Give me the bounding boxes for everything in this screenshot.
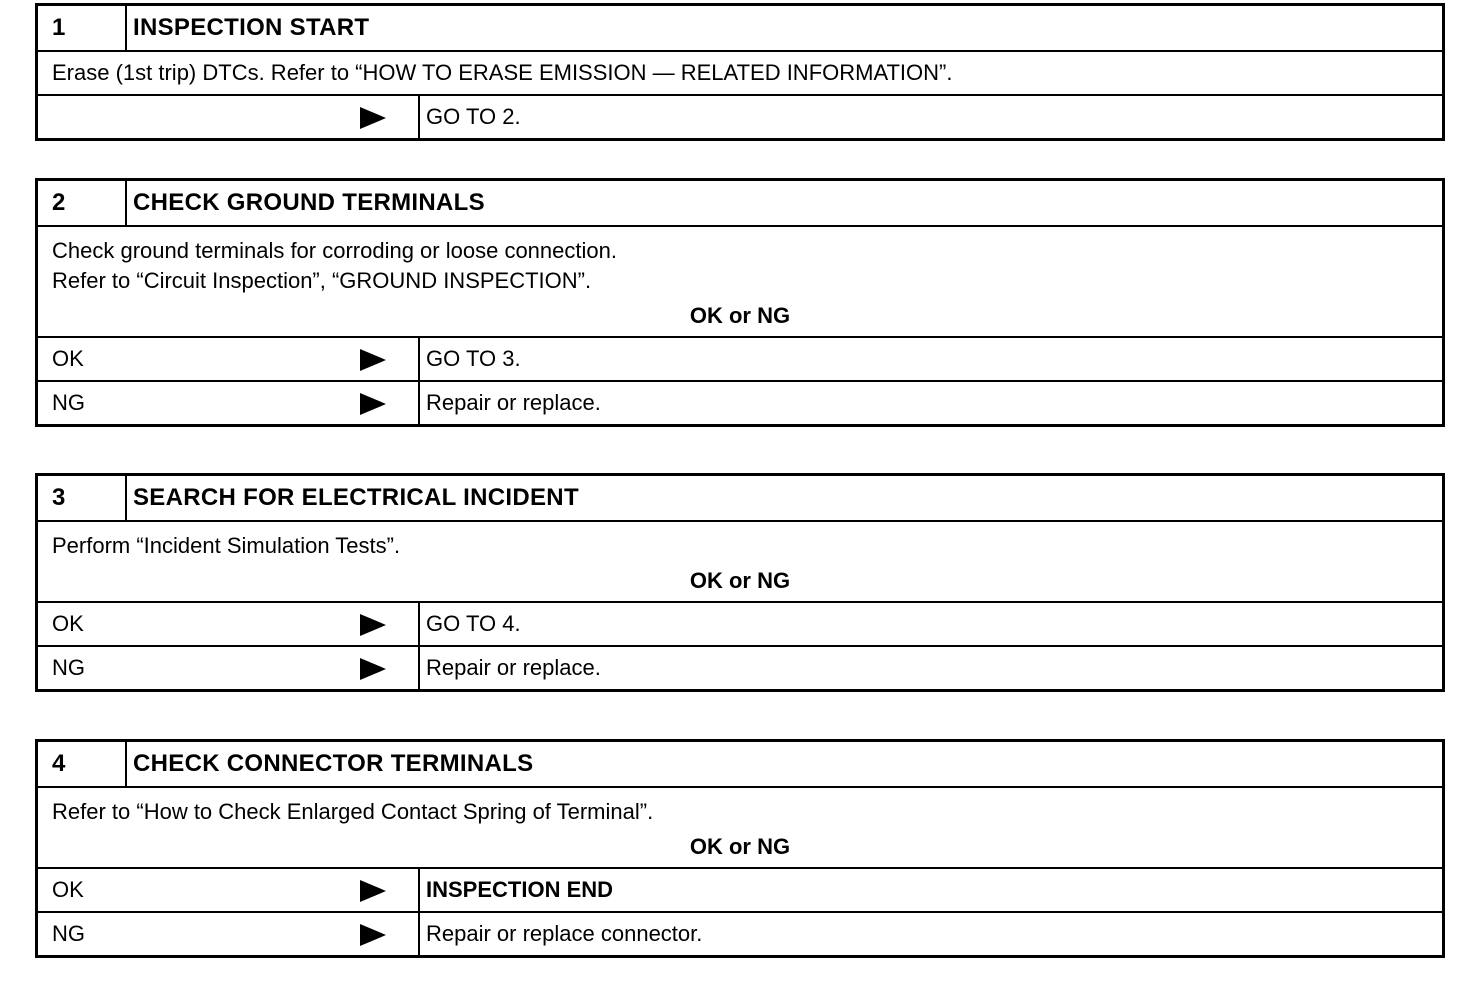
step-title: CHECK CONNECTOR TERMINALS [133,750,534,777]
result-row [38,601,1442,645]
result-condition [38,96,420,138]
result-condition [38,869,420,911]
step-header [38,476,1442,520]
arrow-right-icon [360,658,386,680]
result-action: Repair or replace connector. [426,921,703,946]
step-header [38,181,1442,225]
step-1-table [35,3,1445,141]
step-4-table [35,739,1445,958]
result-action: GO TO 2. [426,104,521,129]
instruction-line: Perform “Incident Simulation Tests”. [52,533,401,558]
instruction-line: Erase (1st trip) DTCs. Refer to “HOW TO ERASE EMISSION — RELATED INFORMATION”. [52,60,953,85]
step-header [38,6,1442,50]
step-number: 4 [38,742,127,786]
result-condition [38,913,420,955]
judgement-label: OK or NG [689,568,791,593]
instruction-line: Refer to “How to Check Enlarged Contact Spring of Terminal”. [52,799,654,824]
step-instructions [38,786,1442,867]
judgement-label: OK or NG [689,834,791,859]
result-row [38,94,1442,138]
result-label: NG [52,655,85,680]
result-condition [38,382,420,424]
step-title: SEARCH FOR ELECTRICAL INCIDENT [133,484,579,511]
step-number: 2 [38,181,127,225]
arrow-right-icon [360,924,386,946]
instruction-line: Check ground terminals for corroding or loose connection. [52,238,617,263]
step-title: CHECK GROUND TERMINALS [133,189,485,216]
result-condition [38,603,420,645]
result-row [38,911,1442,955]
result-row [38,645,1442,689]
arrow-right-icon [360,614,386,636]
arrow-right-icon [360,393,386,415]
result-action: GO TO 3. [426,346,521,371]
result-action: GO TO 4. [426,611,521,636]
step-title: INSPECTION START [133,14,370,41]
result-label: NG [52,921,85,946]
arrow-right-icon [360,349,386,371]
judgement-label: OK or NG [689,303,791,328]
result-action: Repair or replace. [426,655,601,680]
step-instructions [38,225,1442,336]
result-label: OK [52,611,84,636]
result-action: Repair or replace. [426,390,601,415]
result-label: NG [52,390,85,415]
arrow-right-icon [360,880,386,902]
result-label: OK [52,346,84,371]
step-instructions [38,50,1442,94]
step-instructions [38,520,1442,601]
step-header [38,742,1442,786]
step-2-table [35,178,1445,427]
result-row [38,336,1442,380]
result-condition [38,338,420,380]
arrow-right-icon [360,107,386,129]
step-number: 3 [38,476,127,520]
instruction-line: Refer to “Circuit Inspection”, “GROUND INSPECTION”. [52,268,592,293]
result-row [38,380,1442,424]
result-label: OK [52,877,84,902]
result-condition [38,647,420,689]
result-action: INSPECTION END [426,877,614,902]
step-number: 1 [38,6,127,50]
step-3-table [35,473,1445,692]
result-row [38,867,1442,911]
